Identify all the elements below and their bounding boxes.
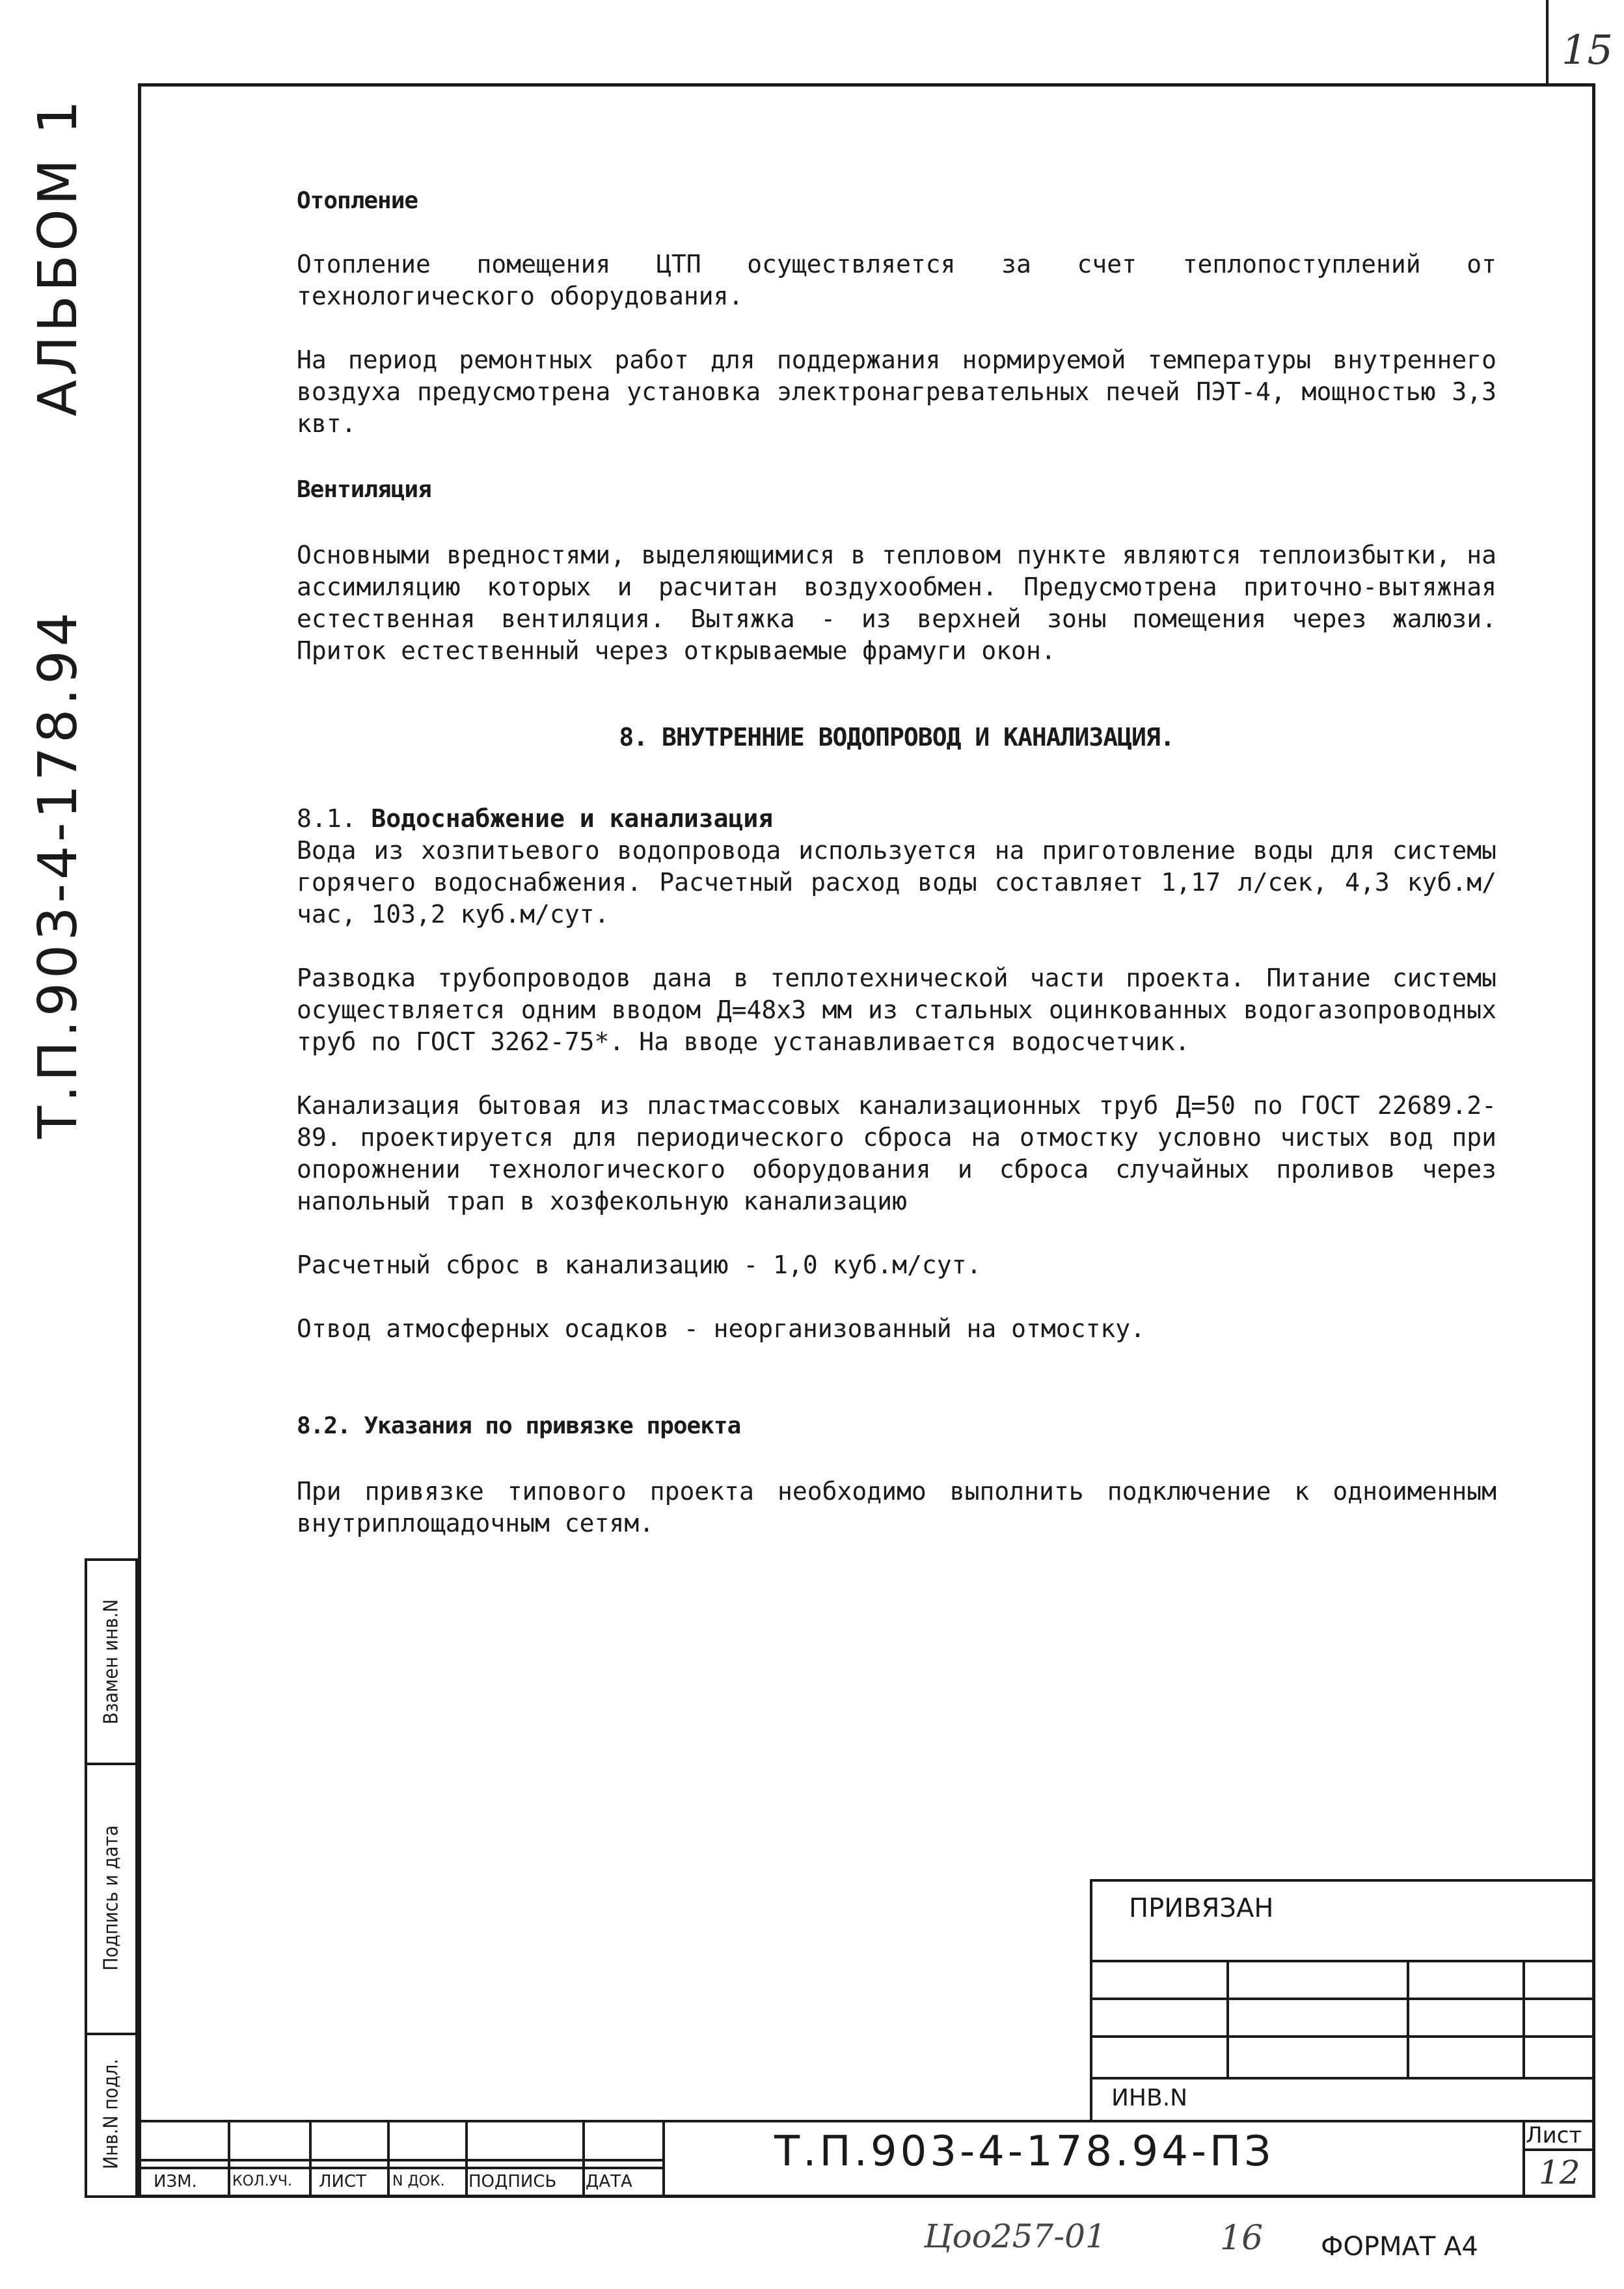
paragraph: Отвод атмосферных осадков - неорганизованный на отмостку. — [297, 1314, 1146, 1343]
tb-line — [1226, 1960, 1229, 2077]
inv-label: ИНВ.N — [1111, 2085, 1188, 2111]
subsection-title — [297, 803, 1496, 835]
subsection-number: 8.1. — [297, 804, 357, 833]
tb-line — [662, 2120, 665, 2198]
handwritten-archive-code: Цоо257-01 — [924, 2217, 1106, 2255]
tb-line — [465, 2120, 468, 2198]
col-kol-uch: КОЛ.УЧ. — [232, 2173, 292, 2189]
heading-binding: 8.2. Указания по привязке проекта — [297, 1413, 741, 1439]
corner-divider — [1546, 0, 1549, 83]
privyazan-label: ПРИВЯЗАН — [1129, 1893, 1274, 1923]
tb-line — [1090, 1960, 1595, 1962]
tb-line — [582, 2120, 585, 2198]
tb-line — [1522, 2148, 1595, 2151]
tb-line — [387, 2120, 390, 2198]
col-n-dok: N ДОК. — [392, 2173, 445, 2189]
document-body — [297, 176, 1496, 1539]
paragraph: При привязке типового проекта необходимо выполнить подключение к одноименным внутриплощадочным сетям. — [297, 1477, 1496, 1537]
sheet-number: 12 — [1539, 2154, 1580, 2191]
tb-line — [1090, 1998, 1595, 2000]
col-podpis: ПОДПИСЬ — [468, 2172, 557, 2191]
paragraph: Вода из хозпитьевого водопровода используется на приготовление воды для системы горячего водоснабжения. Расчетный расход воды составляет 1,17 л/сек, 4,3 куб.м/час, 103,2 куб.м/сут. — [297, 836, 1496, 928]
left-stamp — [85, 1558, 138, 2198]
tb-line — [1090, 2035, 1595, 2038]
tb-line — [138, 2120, 1595, 2122]
paragraph: Отопление помещения ЦТП осуществляется за счет теплопоступлений от технологического оборудования. — [297, 250, 1496, 310]
col-data: ДАТА — [586, 2172, 632, 2191]
stamp-signature-date: Подпись и дата — [100, 1824, 123, 1971]
tb-line — [1090, 2077, 1595, 2079]
tb-line — [1522, 2120, 1525, 2198]
handwritten-number: 16 — [1220, 2219, 1264, 2258]
heading-ventilation: Вентиляция — [297, 476, 431, 503]
heading-heating: Отопление — [297, 187, 418, 214]
document-designation: Т.П.903-4-178.94-ПЗ — [774, 2128, 1275, 2176]
side-title-album: АЛЬБОМ 1 — [27, 96, 89, 416]
paragraph: Канализация бытовая из пластмассовых канализационных труб Д=50 по ГОСТ 22689.2-89. проектируется для периодического сброса на отмостку условно чистых вод при опорожнении технологического оборудования и сброса случайных проливов через напольный трап в хозфекольную канализацию — [297, 1091, 1496, 1215]
tb-line — [1090, 1879, 1595, 1882]
tb-line — [1407, 1960, 1409, 2077]
stamp-replace-inv: Взамен инв.N — [100, 1599, 123, 1725]
sheet-label: Лист — [1526, 2122, 1582, 2148]
paragraph: Разводка трубопроводов дана в теплотехнической части проекта. Питание системы осуществляется одним вводом Д=48х3 мм из стальных оцинкованных водогазопроводных труб по ГОСТ 3262-75*. На вводе устанавливается водосчетчик. — [297, 964, 1496, 1056]
tb-line — [309, 2120, 312, 2198]
col-list: ЛИСТ — [319, 2172, 367, 2191]
col-izm: ИЗМ. — [154, 2172, 197, 2191]
tb-line — [228, 2120, 230, 2198]
page-corner-number: 15 — [1562, 26, 1613, 74]
side-title — [10, 33, 107, 1139]
paragraph: Расчетный сброс в канализацию - 1,0 куб.м/сут. — [297, 1251, 982, 1279]
paragraph: Основными вредностями, выделяющимися в тепловом пункте являются теплоизбытки, на ассимиляцию которых и расчитан воздухообмен. Предусмотрена приточно-вытяжная естественная вентиляция. Вытяжка - из верхней зоны помещения через жалюзи. Приток естественный через открываемые фрамуги окон. — [297, 541, 1496, 665]
subsection-text: Водоснабжение и канализация — [371, 804, 774, 833]
section-title: 8. ВНУТРЕННИЕ ВОДОПРОВОД И КАНАЛИЗАЦИЯ. — [619, 723, 1174, 752]
tb-line — [1522, 1960, 1525, 2077]
paragraph: На период ремонтных работ для поддержания нормируемой температуры внутреннего воздуха предусмотрена установка электронагревательных печей ПЭТ-4, мощностью 3,3 квт. — [297, 345, 1496, 438]
side-title-code: Т.П.903-4-178.94 — [27, 608, 89, 1139]
stamp-inv-original: Инв.N подл. — [100, 2059, 123, 2169]
format-label: ФОРМАТ А4 — [1321, 2232, 1478, 2262]
